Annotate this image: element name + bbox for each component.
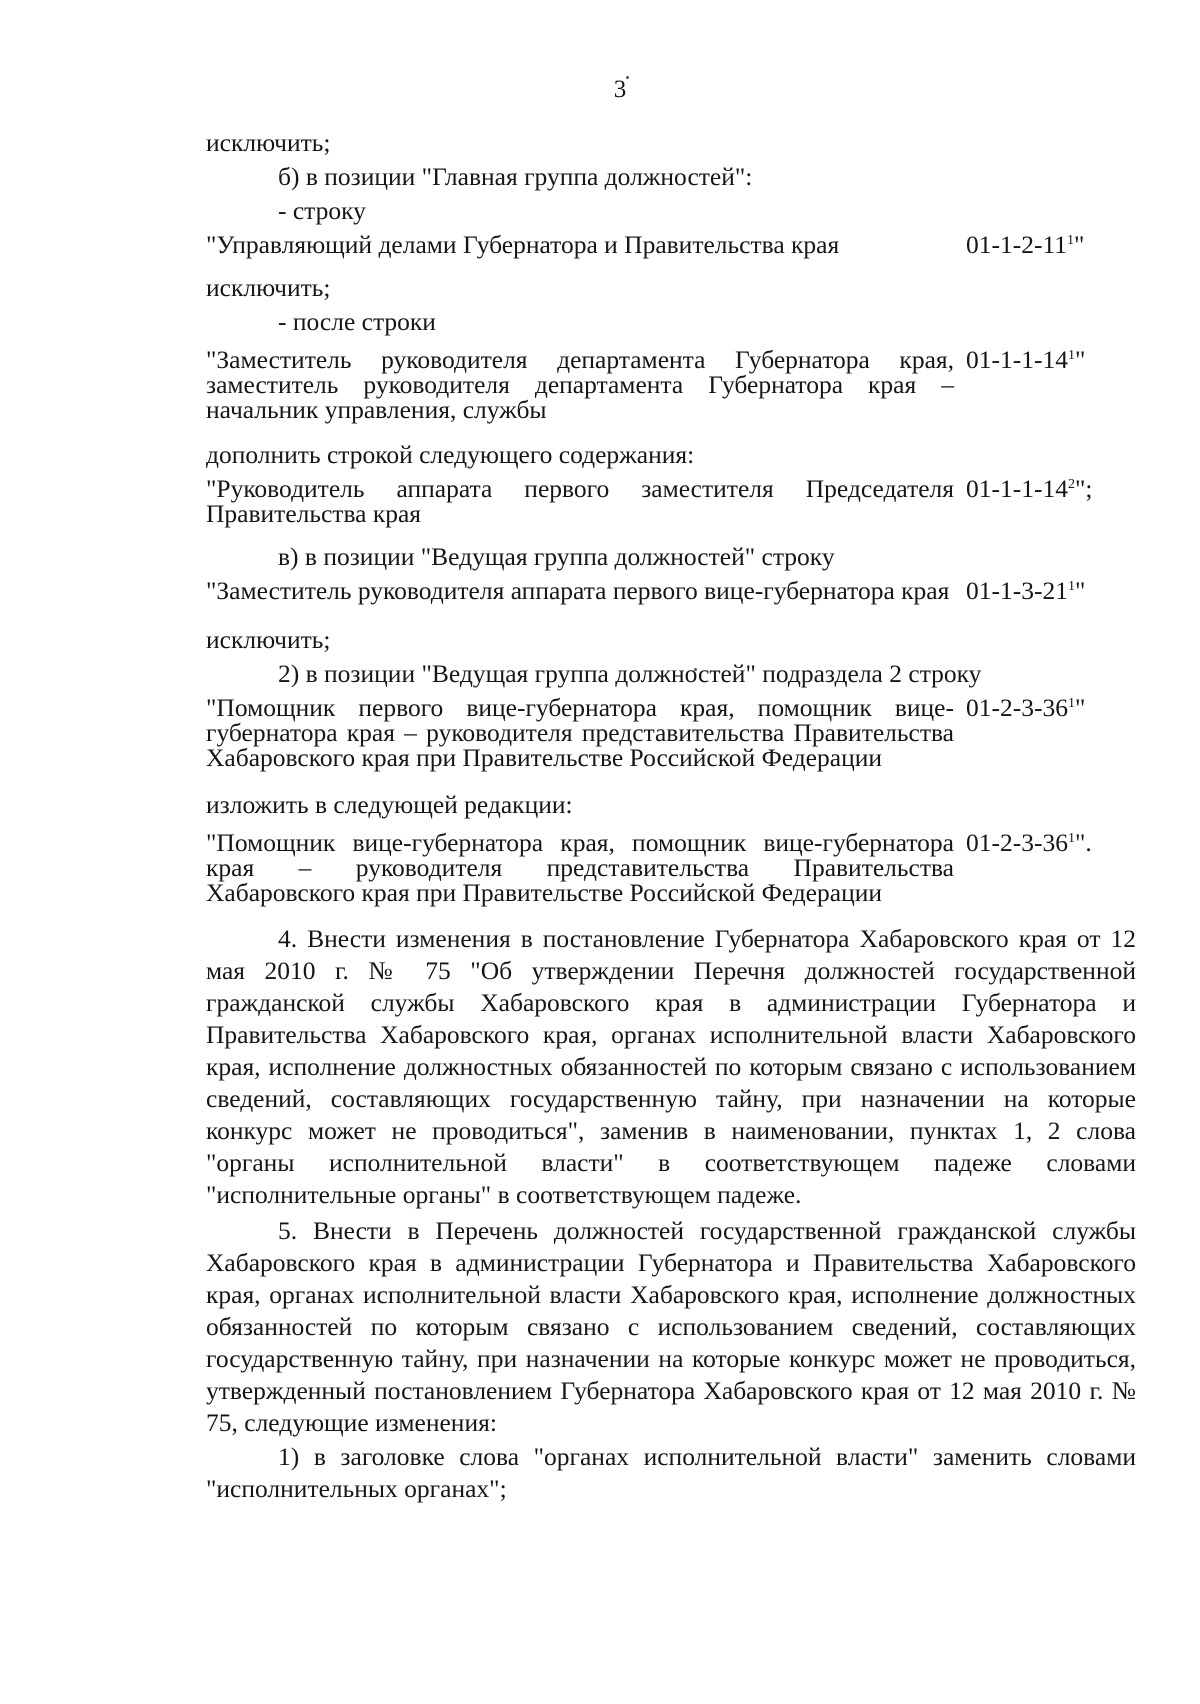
position-row — [206, 578, 1136, 603]
text-line: изложить в следующей редакции: — [206, 790, 573, 819]
position-description: "Помощник вице-губернатора края, помощник вице-губернатора края – руководителя представительства Правительства Хабаровского края при Правительстве Российской Федерации — [206, 828, 954, 907]
code-value: 01-2-3-36 — [966, 693, 1068, 722]
position-code — [966, 232, 1136, 257]
text-line: исключить; — [206, 273, 331, 302]
code-closing-punctuation: "; — [1074, 474, 1093, 503]
position-description: "Управляющий делами Губернатора и Правительства края — [206, 230, 840, 259]
paragraph: 4. Внести изменения в постановление Губернатора Хабаровского края от 12 мая 2010 г. № 75 "Об утверждении Перечня должностей государственной гражданской службы Хабаровского края в администрации Губернатора и Правительства Хабаровского края, органах исполнительной власти Хабаровского края, исполнение должностных обязанностей по которым связано с использованием сведений, составляющих государственную тайну, при назначении на которые конкурс может не проводиться", заменив в наименовании, пунктах 1, 2 слова "органы исполнительной власти" в соответствующем падеже словами "исполнительные органы" в соответствующем падеже. — [206, 924, 1136, 1209]
code-superscript: 1 — [1067, 831, 1075, 846]
code-value: 01-1-1-14 — [966, 474, 1068, 503]
indented-line: - после строки — [278, 307, 436, 336]
code-closing-punctuation: " — [1074, 693, 1086, 722]
position-row — [206, 347, 1136, 422]
position-code — [966, 476, 1136, 501]
text-line: исключить; — [206, 128, 331, 157]
position-row — [206, 695, 1136, 770]
position-description: "Заместитель руководителя департамента Губернатора края, заместитель руководителя департамента Губернатора края – начальник управления, службы — [206, 345, 954, 424]
code-closing-punctuation: " — [1074, 576, 1086, 605]
page-number: 3 — [613, 76, 627, 103]
indented-line: в) в позиции "Ведущая группа должностей" строку — [278, 542, 835, 571]
position-row — [206, 232, 1136, 257]
code-superscript: 1 — [1067, 233, 1075, 248]
paragraph: 5. Внести в Перечень должностей государственной гражданской службы Хабаровского края в администрации Губернатора и Правительства Хабаровского края, органах исполнительной власти Хабаровского края, исполнение должностных обязанностей по которым связано с использованием сведений, составляющих государственную тайну, при назначении на которые конкурс может не проводиться, утвержденный постановлением Губернатора Хабаровского края от 12 мая 2010 г. № 75, следующие изменения: — [206, 1216, 1136, 1437]
code-superscript: 1 — [1067, 579, 1075, 594]
code-closing-punctuation: ". — [1074, 828, 1092, 857]
text-line: дополнить строкой следующего содержания: — [206, 440, 695, 469]
position-code — [966, 347, 1136, 372]
position-description: "Заместитель руководителя аппарата первого вице-губернатора края — [206, 576, 950, 605]
code-value: 01-1-1-14 — [966, 345, 1068, 374]
position-code — [966, 830, 1136, 855]
position-row — [206, 830, 1136, 905]
document-body — [206, 126, 1136, 1505]
position-description: "Помощник первого вице-губернатора края, помощник вице-губернатора края – руководителя представительства Правительства Хабаровского края при Правительстве Российской Федерации — [206, 693, 954, 772]
position-row — [206, 476, 1136, 526]
code-value: 01-1-2-11 — [966, 230, 1068, 259]
indented-line: 2) в позиции "Ведущая группа должностей" подраздела 2 строку — [278, 659, 982, 688]
position-description: "Руководитель аппарата первого заместителя Председателя Правительства края — [206, 474, 954, 528]
code-superscript: 1 — [1067, 696, 1075, 711]
code-value: 01-1-3-21 — [966, 576, 1068, 605]
code-closing-punctuation: " — [1074, 230, 1085, 259]
code-superscript: 1 — [1067, 348, 1075, 363]
position-code — [966, 578, 1136, 603]
code-closing-punctuation: " — [1074, 345, 1086, 374]
indented-line: б) в позиции "Главная группа должностей": — [278, 162, 753, 191]
scan-speck — [626, 76, 629, 79]
indented-line: - строку — [278, 196, 366, 225]
text-line: исключить; — [206, 625, 331, 654]
paragraph: 1) в заголовке слова "органах исполнительной власти" заменить словами "исполнительных органах"; — [206, 1442, 1136, 1503]
code-value: 01-2-3-36 — [966, 828, 1068, 857]
code-superscript: 2 — [1067, 477, 1075, 492]
position-code — [966, 695, 1136, 720]
